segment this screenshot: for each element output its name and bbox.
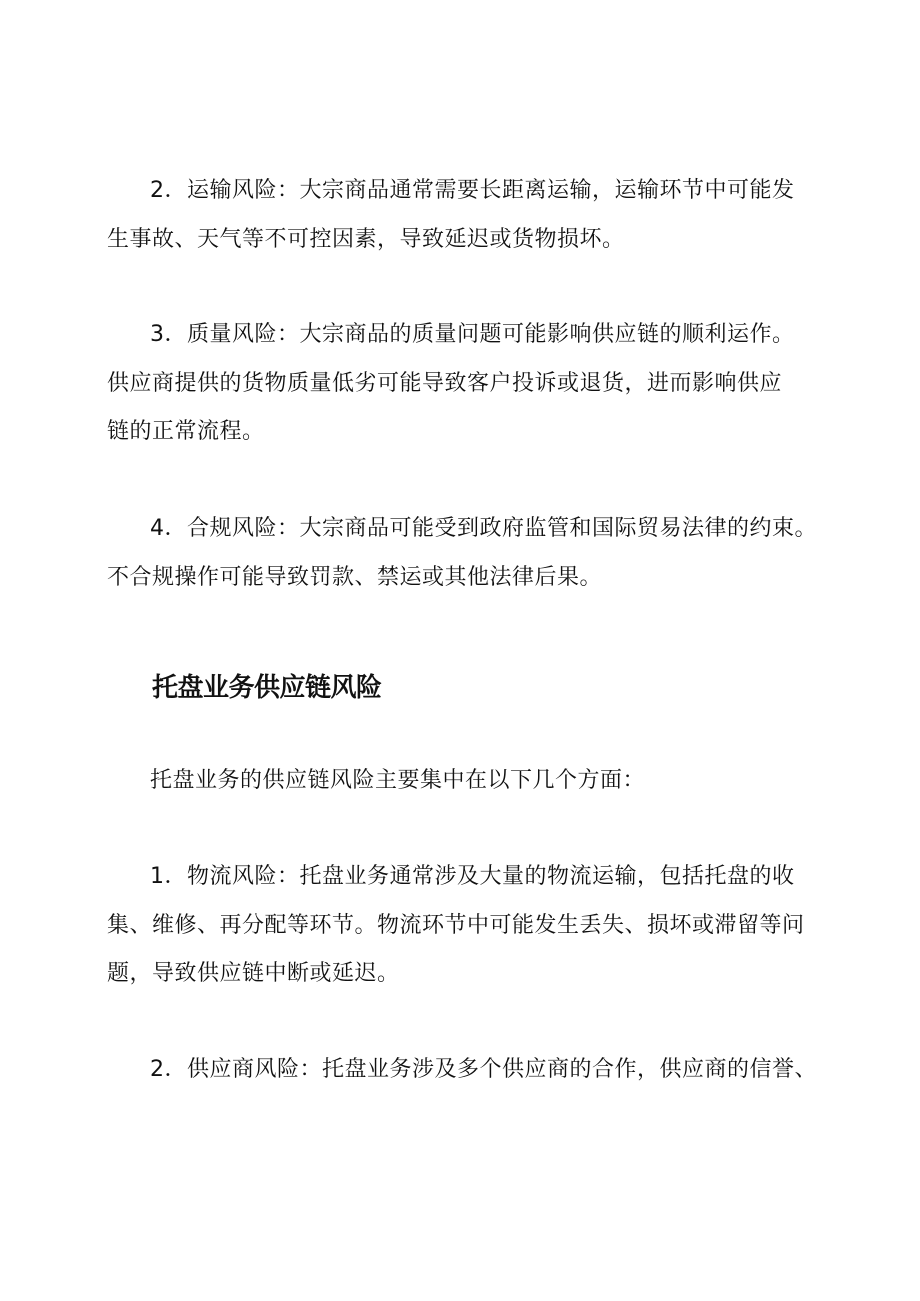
section-heading: 托盘业务供应链风险 (152, 673, 382, 703)
paragraph-line: 生事故、天气等不可控因素，导致延迟或货物损坏。 (107, 226, 625, 252)
paragraph-intro (107, 757, 847, 806)
paragraph-logistics-risk (107, 853, 847, 999)
paragraph-quality-risk (107, 311, 847, 457)
paragraph-line: 链的正常流程。 (107, 419, 265, 444)
paragraph-line: 集、维修、再分配等环节。物流环节中可能发生丢失、损坏或滞留等问 (107, 912, 805, 938)
paragraph-line: 1．物流风险：托盘业务通常涉及大量的物流运输，包括托盘的收 (150, 864, 795, 889)
paragraph-line: 题，导致供应链中断或延迟。 (107, 961, 400, 986)
paragraph-compliance-risk (107, 505, 847, 602)
paragraph-transport-risk (107, 167, 847, 264)
paragraph-line: 2．运输风险：大宗商品通常需要长距离运输，运输环节中可能发 (150, 178, 795, 203)
paragraph-line: 供应商提供的货物质量低劣可能导致客户投诉或退货，进而影响供应 (107, 370, 783, 396)
paragraph-line: 不合规操作可能导致罚款、禁运或其他法律后果。 (107, 564, 603, 590)
paragraph-supplier-risk (107, 1046, 847, 1095)
paragraph-line: 2．供应商风险：托盘业务涉及多个供应商的合作，供应商的信誉、 (150, 1057, 817, 1082)
paragraph-line: 3．质量风险：大宗商品的质量问题可能影响供应链的顺利运作。 (150, 322, 795, 347)
paragraph-line: 4．合规风险：大宗商品可能受到政府监管和国际贸易法律的约束。 (150, 516, 817, 541)
paragraph-line: 托盘业务的供应链风险主要集中在以下几个方面： (150, 768, 646, 793)
